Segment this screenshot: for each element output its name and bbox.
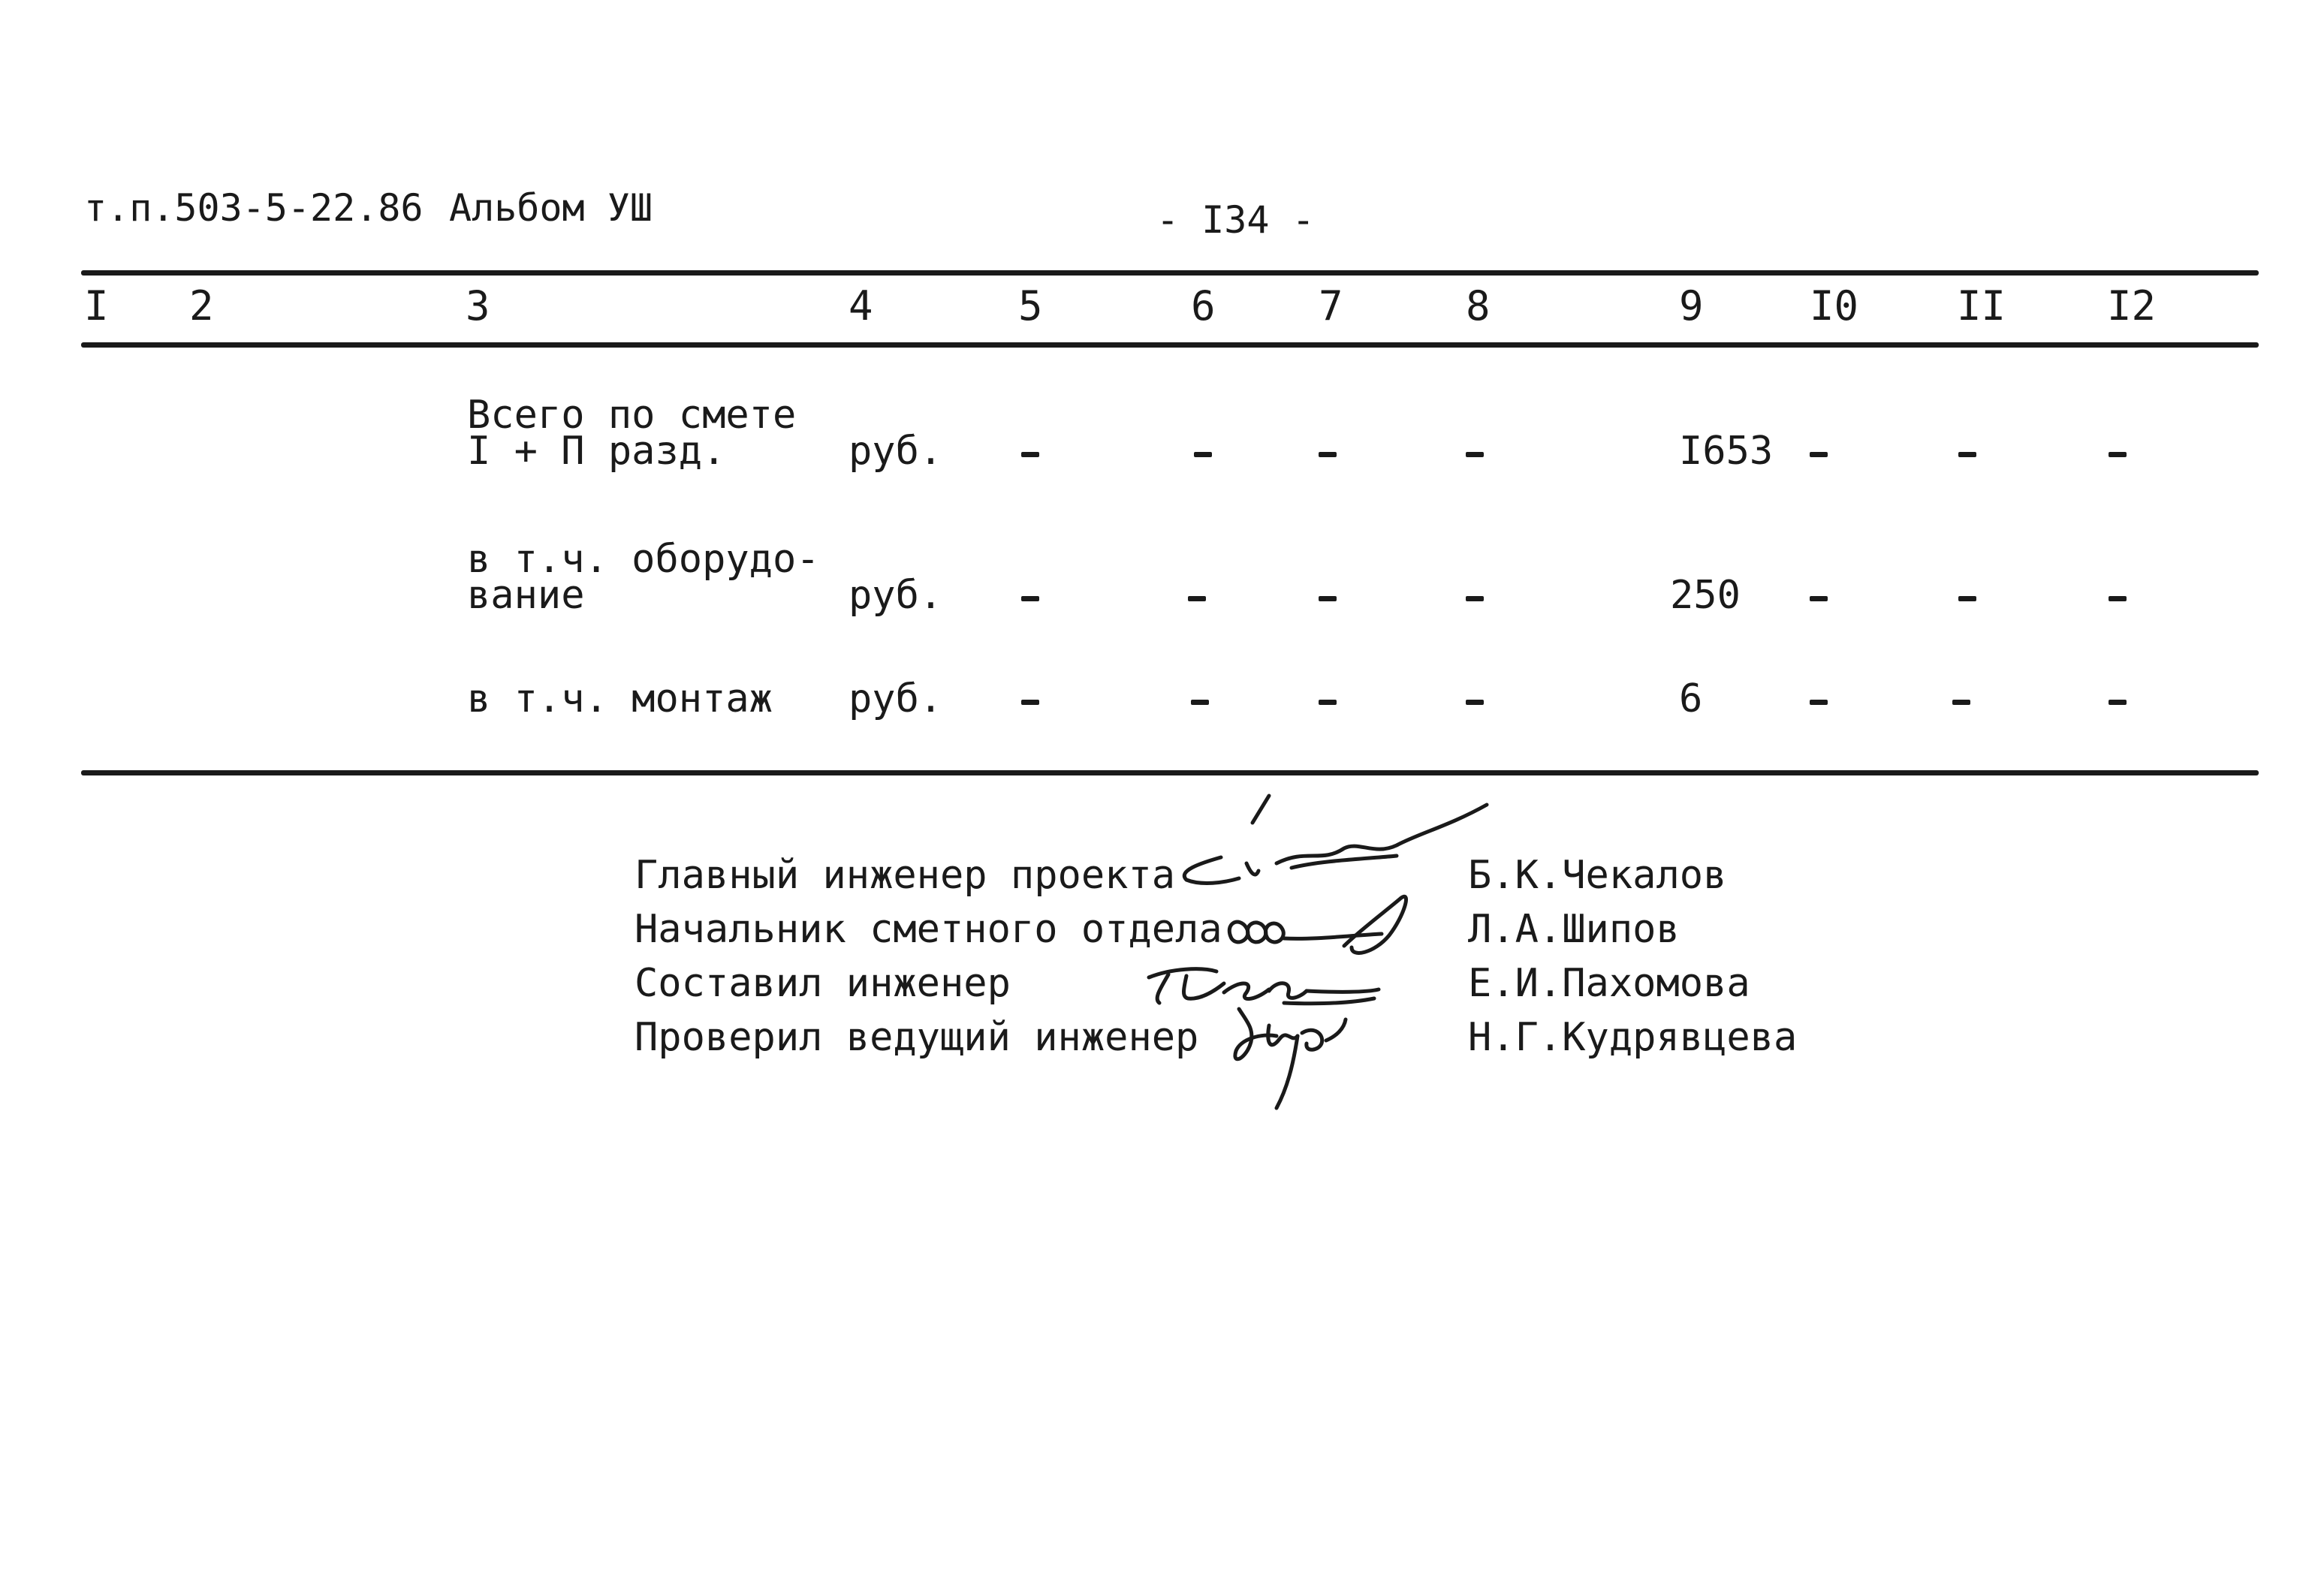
column-number: 4 <box>849 282 873 330</box>
empty-cell-dash <box>1466 596 1484 601</box>
signature-name: Н.Г.Кудрявцева <box>1468 1015 1798 1060</box>
empty-cell-dash <box>1021 700 1039 705</box>
column-number: I0 <box>1810 282 1859 330</box>
empty-cell-dash <box>1810 700 1828 705</box>
column-number: 7 <box>1319 282 1343 330</box>
empty-cell-dash <box>1810 452 1828 457</box>
column-number: II <box>1957 282 2006 330</box>
column-number: I <box>84 282 109 330</box>
signature-chekalov <box>1184 796 1487 883</box>
empty-cell-dash <box>2109 596 2127 601</box>
empty-cell-dash <box>1319 596 1337 601</box>
empty-cell-dash <box>1021 596 1039 601</box>
signature-name: Б.К.Чекалов <box>1468 853 1727 898</box>
row-name-line2: вание <box>467 573 585 618</box>
column-number: 8 <box>1466 282 1491 330</box>
signature-role: Проверил ведущий инженер <box>635 1015 1199 1060</box>
empty-cell-dash <box>1194 452 1212 457</box>
empty-cell-dash <box>1191 700 1209 705</box>
column-number: 9 <box>1679 282 1704 330</box>
empty-cell-dash <box>2109 700 2127 705</box>
empty-cell-dash <box>1319 700 1337 705</box>
table-bottom-rule <box>81 770 2259 775</box>
row-name-line2: I + П разд. <box>467 429 726 474</box>
column-number: 3 <box>466 282 490 330</box>
empty-cell-dash <box>1952 700 1970 705</box>
empty-cell-dash <box>1466 700 1484 705</box>
row-unit: руб. <box>849 429 943 474</box>
empty-cell-dash <box>2109 452 2127 457</box>
empty-cell-dash <box>1466 452 1484 457</box>
row-total-value: 250 <box>1670 573 1741 618</box>
row-name-line1: в т.ч. оборудо- <box>467 537 820 582</box>
signature-name: Е.И.Пахомова <box>1468 961 1750 1006</box>
column-number: 2 <box>189 282 214 330</box>
signature-role: Главный инженер проекта <box>635 853 1176 898</box>
empty-cell-dash <box>1958 452 1976 457</box>
signature-role: Начальник сметного отдела <box>635 907 1222 952</box>
signature-kudryavtseva <box>1235 1009 1346 1108</box>
column-number: 5 <box>1018 282 1043 330</box>
empty-cell-dash <box>1810 596 1828 601</box>
row-total-value: I653 <box>1679 429 1774 474</box>
signature-pakhomova <box>1149 969 1379 1004</box>
column-number: 6 <box>1191 282 1216 330</box>
signature-shipov <box>1229 896 1406 953</box>
empty-cell-dash <box>1021 452 1039 457</box>
signature-role: Составил инженер <box>635 961 1011 1006</box>
row-total-value: 6 <box>1679 676 1703 721</box>
signature-name: Л.А.Шипов <box>1468 907 1680 952</box>
header-bottom-rule <box>81 342 2259 348</box>
row-name-line1: в т.ч. монтаж <box>467 676 773 721</box>
row-unit: руб. <box>849 676 943 721</box>
empty-cell-dash <box>1188 596 1206 601</box>
row-name-line1: Всего по смете <box>467 393 797 438</box>
column-number: I2 <box>2107 282 2157 330</box>
album-label: Альбом УШ <box>449 186 653 230</box>
page-number: - I34 - <box>1156 198 1315 242</box>
empty-cell-dash <box>1319 452 1337 457</box>
empty-cell-dash <box>1958 596 1976 601</box>
table-top-rule <box>81 270 2259 276</box>
document-reference: т.п.503-5-22.86 <box>84 186 424 230</box>
row-unit: руб. <box>849 573 943 618</box>
